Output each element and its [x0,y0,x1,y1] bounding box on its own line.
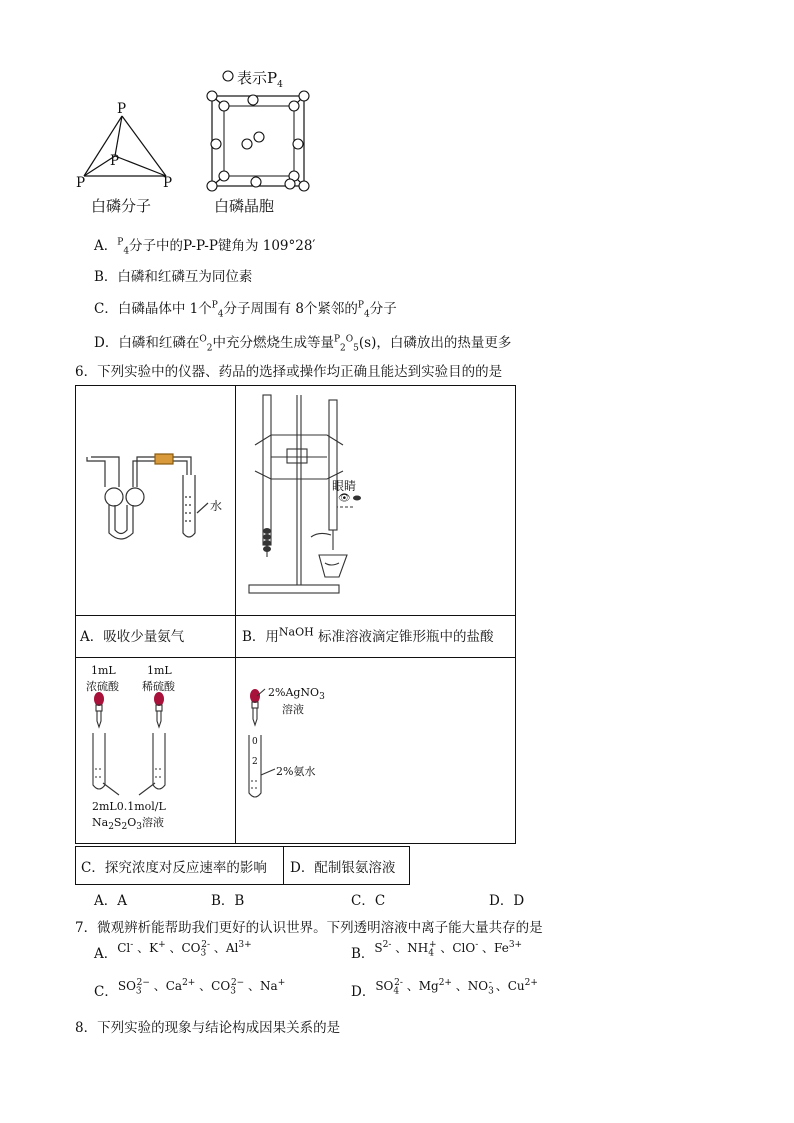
q5-option-a: A．$^P_4$分子中的P-P-P键角为 109°28′ [94,237,316,257]
agno3-label: 2%AgNO$_3$ [268,686,325,703]
q8-stem: 8．下列实验的现象与结论构成因果关系的是 [75,1020,341,1036]
q7-option-c: C．$SO_3^{2-}$ 、$Ca^{2+}$ 、$CO_3^{2-}$ 、Na+ [94,978,286,1000]
p-atom-center: P [110,153,120,169]
q6-stem: 6．下列实验中的仪器、药品的选择或操作均正确且能达到实验目的的是 [75,364,503,380]
cell-c-label: C．探究浓度对反应速率的影响 [81,860,267,876]
graduation-two: 2 [252,757,258,767]
right-acid-label: 稀硫酸 [142,680,175,693]
reaction-rate-apparatus [93,692,165,795]
thiosulfate-formula-label: $Na_2S_2O_3$溶液 [92,816,164,833]
right-vol-label: 1mL [147,664,172,677]
legend-text: 表示$P_4$ [237,69,283,90]
water-label: 水 [210,499,223,513]
q5-option-d: D．白磷和红磷在$^O_2$中充分燃烧生成等量$^P_2^O_5$(s)，白磷放出的热量更多 [94,334,512,354]
graduation-zero: 0 [252,737,258,747]
p-atom-left: P [76,175,86,191]
cell-b-label: B．用$^{NaOH}$ 标准溶液滴定锥形瓶中的盐酸 [242,625,494,645]
left-acid-label: 浓硫酸 [86,680,119,693]
cell-a-label: A．吸收少量氨气 [80,629,185,645]
p4-tetrahedron [84,116,166,176]
q7-stem: 7．微观辨析能帮助我们更好的认识世界。下列透明溶液中离子能大量共存的是 [75,920,543,936]
left-vol-label: 1mL [91,664,116,677]
q7-option-b: B．$S^{2-}$ 、$NH_4^+$ 、ClO- 、$Fe^{3+}$ [351,940,523,962]
eye-label: 眼睛 [332,479,357,493]
u-tube-apparatus [87,454,208,539]
q7-option-a: A．Cl- 、K+ 、$CO_3^{2-}$ 、$Al^{3+}$ [94,940,252,962]
q7-option-d: D．$SO_4^{2-}$ 、$Mg^{2+}$ 、$NO_3^-$ 、$Cu^{2+}$ [351,978,538,1000]
q6-answer-d: D．D [489,893,525,909]
p-atom-top: P [117,101,127,117]
agno3-solution-label: 溶液 [282,703,304,716]
eye-icon: 👁 [338,493,351,504]
q5-option-b: B．白磷和红磷互为同位素 [94,269,253,285]
q6-answer-b: B．B [211,893,245,909]
q6-answer-c: C．C [351,893,386,909]
q5-option-c: C．白磷晶体中 1个$^P_4$分子周围有 8个紧邻的$^P_4$分子 [94,300,397,320]
p-atom-right: P [163,175,173,191]
ammonia-label: 2%氨水 [276,765,316,778]
q6-answer-a: A．A [94,893,127,909]
molecule-caption: 白磷分子 [91,197,152,215]
cell-d-label: D．配制银氨溶液 [290,860,396,876]
thiosulfate-conc-label: 2mL0.1mol/L [92,800,166,813]
crystal-caption: 白磷晶胞 [214,197,275,215]
